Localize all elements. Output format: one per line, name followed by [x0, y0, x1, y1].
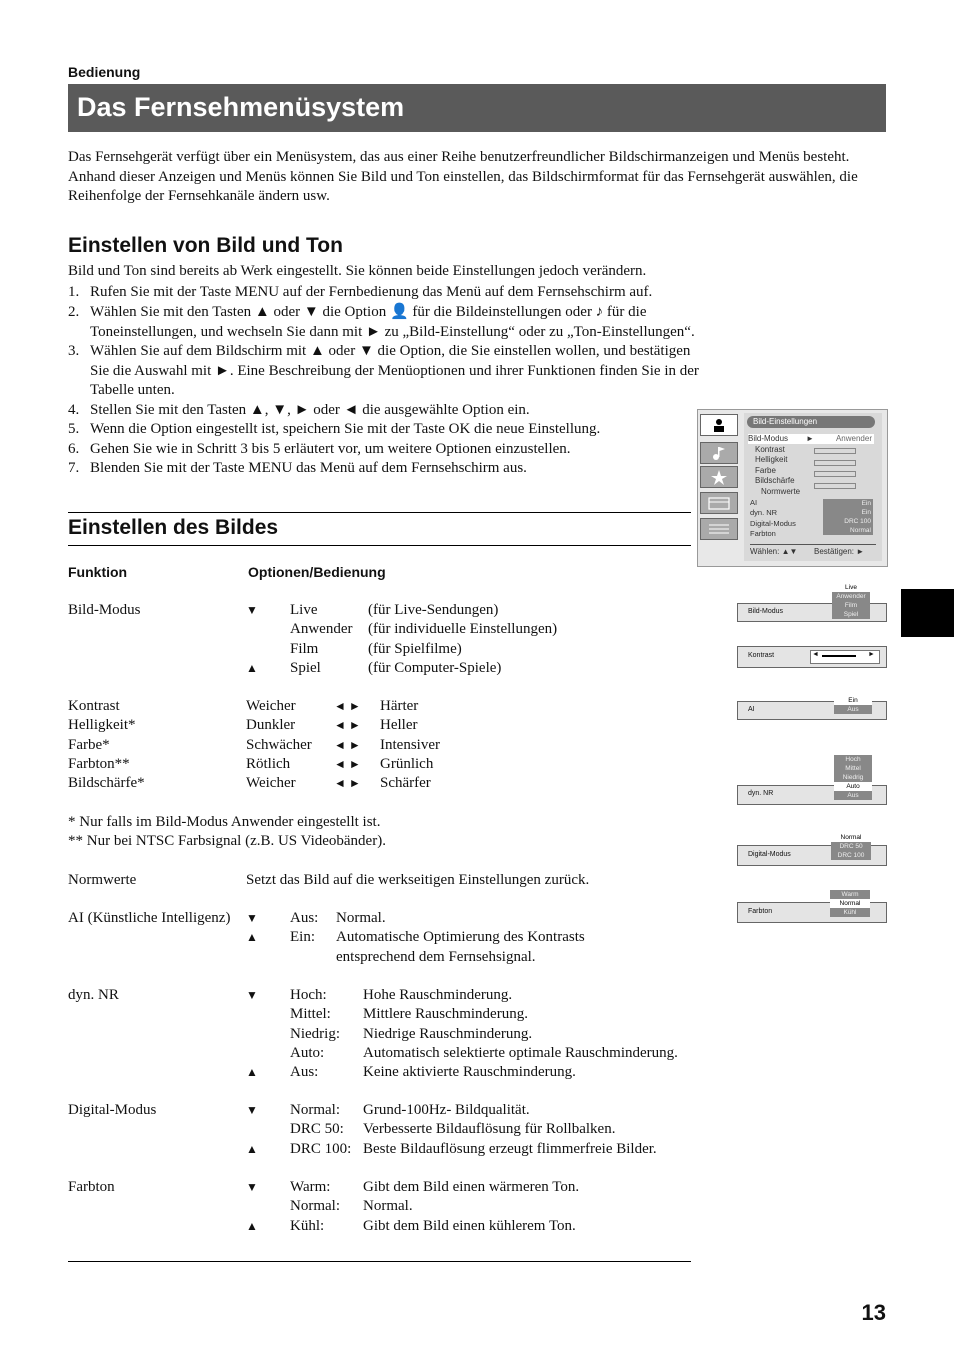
option-row: ▼ Aus: Normal. — [246, 910, 386, 926]
dynnr-options — [246, 986, 678, 1082]
side-ai: AI Ein Aus — [737, 696, 887, 722]
option-row: Anwender (für individuelle Einstellungen) — [290, 621, 558, 638]
step-text: Stellen Sie mit den Tasten ▲, ▼, ► oder ◄ die ausgewählte Option ein. — [90, 401, 530, 418]
arrow-right-icon: ► — [868, 651, 875, 658]
label-digital: Digital-Modus — [68, 1102, 157, 1118]
folder-icon — [701, 493, 737, 513]
popup-options: Normal DRC 50 DRC 100 — [831, 833, 871, 860]
slider-row: Farbton** Rötlich ◄ ► Grünlich — [68, 755, 440, 774]
option-row: ▲ Aus: Keine aktivierte Rauschminderung. — [246, 1064, 576, 1081]
option-row: ▲ Ein: Automatische Optimierung des Kontrasts — [246, 929, 585, 946]
option-row: ▲ Kühl: Gibt dem Bild einen kühlerem Ton. — [246, 1217, 576, 1234]
step-6: 6. Gehen Sie wie in Schritt 3 bis 5 erläutert vor, um weitere Optionen einzustellen. — [68, 440, 571, 457]
slider-row: Kontrast Weicher ◄ ► Härter — [68, 697, 440, 716]
arrows: ◄ ► — [334, 756, 361, 771]
section-label: Bedienung — [68, 64, 141, 80]
step-2: 2. Wählen Sie mit den Tasten ▲ oder ▼ die Option 👤 für die Bildeinstellungen oder ♪ für die Toneinstellungen, und wechseln Sie dann mit ► zu „Bild-Einstellung“ oder zu „Ton-Einstellungen“. — [68, 304, 695, 340]
step-text: Wählen Sie auf dem Bildschirm mit ▲ oder ▼ die Option, die Sie einstellen wollen, und bestätigen Sie die Auswahl mit ►. Eine Beschreibung der Menüoptionen und ihrer Funktionen finden Sie in der Tabelle unten. — [90, 343, 699, 398]
arrows: ◄ ► — [334, 699, 361, 713]
label-dynnr: dyn. NR — [68, 987, 119, 1003]
option-row: ▼ Warm: Gibt dem Bild einen wärmeren Ton. — [246, 1179, 580, 1195]
side-farbton: Farbton Warm Normal Kühl — [737, 890, 887, 924]
menu-tabs — [698, 410, 738, 566]
th-optionen: Optionen/Bedienung — [248, 564, 386, 580]
note-2: ** Nur bei NTSC Farbsignal (z.B. US Videobänder). — [68, 833, 386, 849]
star-icon — [701, 467, 737, 487]
slider-row: Helligkeit* Dunkler ◄ ► Heller — [68, 716, 440, 735]
label-normwerte: Normwerte — [68, 872, 137, 888]
feature-tab-icon — [700, 466, 738, 488]
popup-options: Hoch Mittel Niedrig Auto Aus — [834, 755, 872, 800]
step-text: Blenden Sie mit der Taste MENU das Menü auf dem Fernsehschirm aus. — [90, 460, 527, 476]
arrows: ◄ ► — [334, 776, 361, 791]
step-text: Rufen Sie mit der Taste MENU auf der Fernbedienung das Menü auf dem Fernsehschirm auf. — [90, 283, 653, 300]
step-4: 4. Stellen Sie mit den Tasten ▲, ▼, ► oder ◄ die ausgewählte Option ein. — [68, 401, 530, 418]
menu-option-values: Ein Ein DRC 100 Normal — [823, 499, 873, 535]
menu-row-bildmodus: Bild-Modus ► Anwender — [748, 434, 872, 443]
option-row: Niedrig: Niedrige Rauschminderung. — [290, 1025, 533, 1042]
step-1: 1. Rufen Sie mit der Taste MENU auf der Fernbedienung das Menü auf dem Fernsehschirm auf. — [68, 283, 653, 300]
option-row: Auto: Automatisch selektierte optimale Rauschminderung. — [290, 1044, 678, 1061]
side-digital: Digital-Modus Normal DRC 50 DRC 100 — [737, 833, 887, 867]
menu-option-items: AI dyn. NR Digital-Modus Farbton — [750, 498, 796, 539]
side-kontrast: Kontrast ◄ ► — [737, 646, 887, 668]
setup-tab-icon — [700, 492, 738, 514]
option-row: ▼ Live (für Live-Sendungen) — [246, 602, 499, 618]
label-farbton: Farbton — [68, 1179, 115, 1195]
side-bildmodus: Bild-Modus Live Anwender Film Spiel — [737, 583, 887, 623]
step-text: Gehen Sie wie in Schritt 3 bis 5 erläutert vor, um weitere Optionen einzustellen. — [90, 440, 571, 457]
farbton-options — [246, 1178, 579, 1236]
side-dynnr: dyn. NR Hoch Mittel Niedrig Auto Aus — [737, 755, 887, 807]
arrows: ◄ ► — [334, 718, 361, 733]
menu-footer-right: Bestätigen: ► — [814, 547, 865, 556]
menu-footer-left: Wählen: ▲▼ — [750, 547, 798, 556]
title-bar — [68, 84, 886, 132]
arrow-left-icon: ◄ — [812, 651, 819, 658]
option-row: ▼ Normal: Grund-100Hz- Bildqualität. — [246, 1102, 530, 1118]
slider-row: Bildschärfe* Weicher ◄ ► Schärfer — [68, 774, 440, 793]
popup-options: Ein Aus — [834, 696, 872, 714]
bildmodus-options — [246, 601, 557, 678]
th-funktion: Funktion — [68, 564, 128, 580]
heading-bild-ton: Einstellen von Bild und Ton — [68, 234, 343, 257]
steps-block — [68, 262, 700, 479]
page-number: 13 — [861, 1300, 886, 1325]
option-row: DRC 50: Verbesserte Bildauflösung für Rollbalken. — [290, 1121, 616, 1138]
step-text: Wenn die Option eingestellt ist, speichern Sie mit der Taste OK die neue Einstellung. — [90, 421, 601, 437]
popup-options: Warm Normal Kühl — [830, 890, 870, 917]
sound-tab-icon — [700, 442, 738, 464]
list-icon — [701, 519, 737, 539]
menu-slider-bars — [814, 448, 856, 489]
slider-table — [68, 697, 440, 793]
step-3: 3. Wählen Sie auf dem Bildschirm mit ▲ oder ▼ die Option, die Sie einstellen wollen, und bestätigen Sie die Auswahl mit ►. Eine Beschreibung der Menüoptionen und ihrer Funktionen finden Sie in der Tabelle unten. — [68, 343, 699, 398]
option-row: Film (für Spielfilme) — [290, 640, 462, 657]
label-ai: AI (Künstliche Intelligenz) — [68, 910, 231, 926]
divider — [68, 1261, 691, 1262]
heading-bildes: Einstellen des Bildes — [68, 516, 279, 539]
divider — [68, 512, 691, 513]
arrows: ◄ ► — [334, 737, 361, 752]
desc-normwerte: Setzt das Bild auf die werkseitigen Einstellungen zurück. — [246, 872, 590, 888]
option-row: Mittel: Mittlere Rauschminderung. — [290, 1006, 528, 1023]
option-row: ▲ DRC 100: Beste Bildauflösung erzeugt flimmerfreie Bilder. — [246, 1140, 657, 1157]
note-icon — [701, 443, 737, 463]
list-tab-icon — [700, 518, 738, 540]
person-icon — [701, 415, 737, 435]
bild-ton-intro: Bild und Ton sind bereits ab Werk eingestellt. Sie können beide Einstellungen jedoch verändern. — [68, 263, 647, 279]
page-title: Das Fernsehmenüsystem — [77, 92, 405, 122]
chapter-tab-marker — [901, 589, 954, 637]
slider-row: Farbe* Schwächer ◄ ► Intensiver — [68, 736, 440, 755]
menu-header: Bild-Einstellungen — [747, 416, 875, 428]
step-5: 5. Wenn die Option eingestellt ist, speichern Sie mit der Taste OK die neue Einstellung. — [68, 421, 601, 437]
intro-paragraph: Das Fernsehgerät verfügt über ein Menüsystem, das aus einer Reihe benutzerfreundlicher Bildschirmanzeigen und Menüs besteht. Anhand dieser Anzeigen und Menüs können Sie Bild und Ton einstellen, das Bildschirmformat für das Fernsehgerät auswählen, die Reihenfolge der Fernsehkanäle ändern usw. — [68, 149, 858, 204]
divider — [68, 545, 691, 546]
label-bildmodus: Bild-Modus — [68, 602, 141, 618]
arrow-right-icon: ► — [806, 434, 814, 443]
note-1: * Nur falls im Bild-Modus Anwender eingestellt ist. — [68, 814, 381, 830]
option-row: ▲ Spiel (für Computer-Spiele) — [246, 659, 502, 676]
menu-footer-rule — [750, 544, 876, 545]
option-row: entsprechend dem Fernsehsignal. — [336, 948, 536, 965]
menu-slider-items: Kontrast Helligkeit Farbe Bildschärfe Normwerte — [755, 445, 801, 496]
picture-tab-icon — [700, 414, 738, 436]
step-7: 7. Blenden Sie mit der Taste MENU das Menü auf dem Fernsehschirm aus. — [68, 460, 527, 476]
tv-menu-illustration — [697, 409, 888, 567]
digital-options — [246, 1101, 657, 1159]
ai-options — [246, 909, 585, 967]
menu-screen — [744, 413, 882, 561]
option-row: Normal: Normal. — [290, 1198, 413, 1215]
option-row: ▼ Hoch: Hohe Rauschminderung. — [246, 987, 513, 1003]
step-text: Wählen Sie mit den Tasten ▲ oder ▼ die Option 👤 für die Bildeinstellungen oder ♪ für die Toneinstellungen, und wechseln Sie dann mit ► zu „Bild-Einstellung“ oder zu „Ton-Einstellungen“. — [90, 304, 695, 340]
popup-options: Live Anwender Film Spiel — [832, 583, 870, 619]
